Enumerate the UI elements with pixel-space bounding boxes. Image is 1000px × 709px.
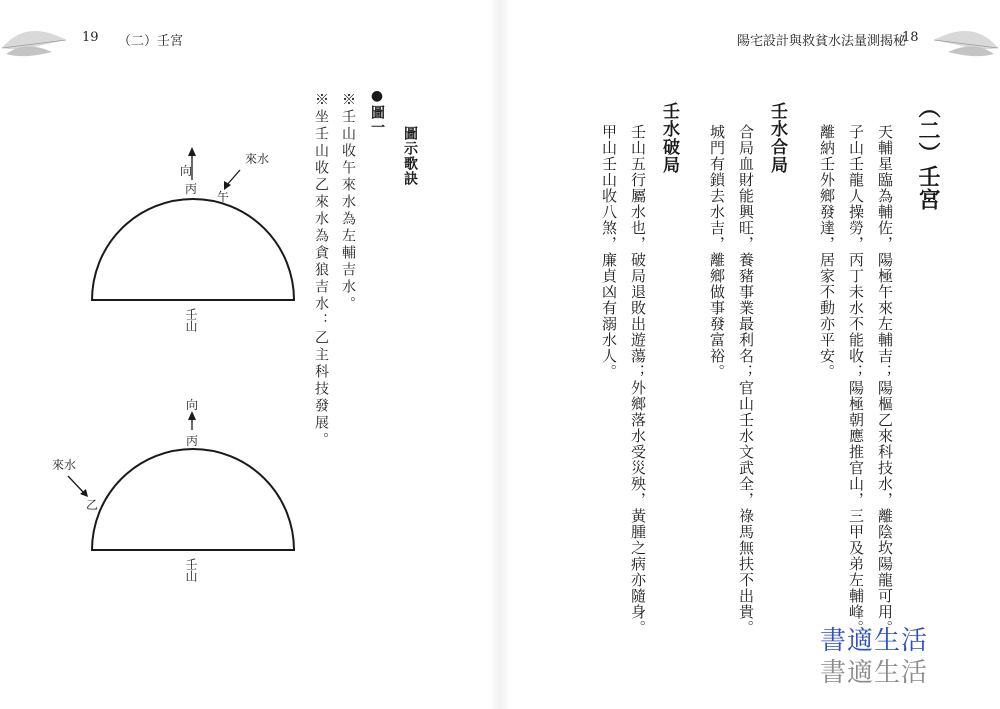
diagram1-mountain: 壬山 <box>184 308 198 332</box>
diagram2-facing-label: 向 <box>186 398 199 412</box>
section-title: （二）壬宮 <box>915 96 940 211</box>
intro-line-2: 子山壬龍人操勞，丙丁未水不能收；陽極朝應推官山，三甲及弟左輔峰。 <box>847 124 865 636</box>
right-page <box>500 0 1000 709</box>
subsection-title-harmony: 壬水合局 <box>767 102 787 174</box>
diagram1-facing-point: 丙 <box>185 182 198 196</box>
diagram2-facing-point: 丙 <box>186 434 199 448</box>
left-running-title: （二）壬宮 <box>118 34 184 49</box>
diagram1-incoming-water: 來水 <box>245 152 270 166</box>
note-line-2: ※坐壬山收乙來水為貪狼吉水：乙主科技發展。 <box>313 92 329 449</box>
diagram1-facing-label: 向 <box>180 164 193 178</box>
water-arrow <box>68 476 84 493</box>
leaf-ornament-icon <box>930 18 1000 68</box>
diagram2-incoming-point: 乙 <box>86 498 99 512</box>
right-page-number: 18 <box>902 30 919 45</box>
intro-line-1: 天輔星臨為輔佐，陽極午來左輔吉；陽樞乙來科技水，離陰坎陽龍可用。 <box>876 124 894 636</box>
subsection-title-breaking: 壬水破局 <box>659 102 679 174</box>
harmony-line-1: 合局血財能興旺，養豬事業最利名；官山壬水文武全，祿馬無扶不出貴。 <box>737 124 755 636</box>
intro-line-3: 離納壬外鄉發達，居家不動亦平安。 <box>818 124 836 380</box>
harmony-line-2: 城門有鎖去水吉，離鄉做事發富裕。 <box>708 124 726 380</box>
left-page-number: 19 <box>82 30 99 45</box>
watermark-line-1: 書適生活 <box>820 626 929 656</box>
diagram2-mountain: 壬山 <box>184 558 198 582</box>
diagram1-incoming-point: 午 <box>217 190 230 204</box>
figure-label: ●圖一 <box>369 88 385 135</box>
half-circle-mound <box>92 449 294 550</box>
breaking-line-1: 壬山五行屬水也，破局退敗出遊蕩；外鄉落水受災殃，黃腫之病亦隨身。 <box>629 124 647 636</box>
breaking-line-2: 甲山壬山收八煞，廉貞凶有溺水人。 <box>600 124 618 380</box>
right-running-title: 陽宅設計與救貧水法量測揭秘 <box>737 34 907 49</box>
diagram2-incoming-water: 來水 <box>52 458 77 472</box>
diagram2-incoming-water-1 <box>52 456 76 473</box>
section-title-illustration: 圖示歌訣 <box>402 126 418 186</box>
watermark-line-2: 書適生活 <box>820 658 929 688</box>
note-line-1: ※壬山收午來水為左輔吉水。 <box>340 92 356 313</box>
